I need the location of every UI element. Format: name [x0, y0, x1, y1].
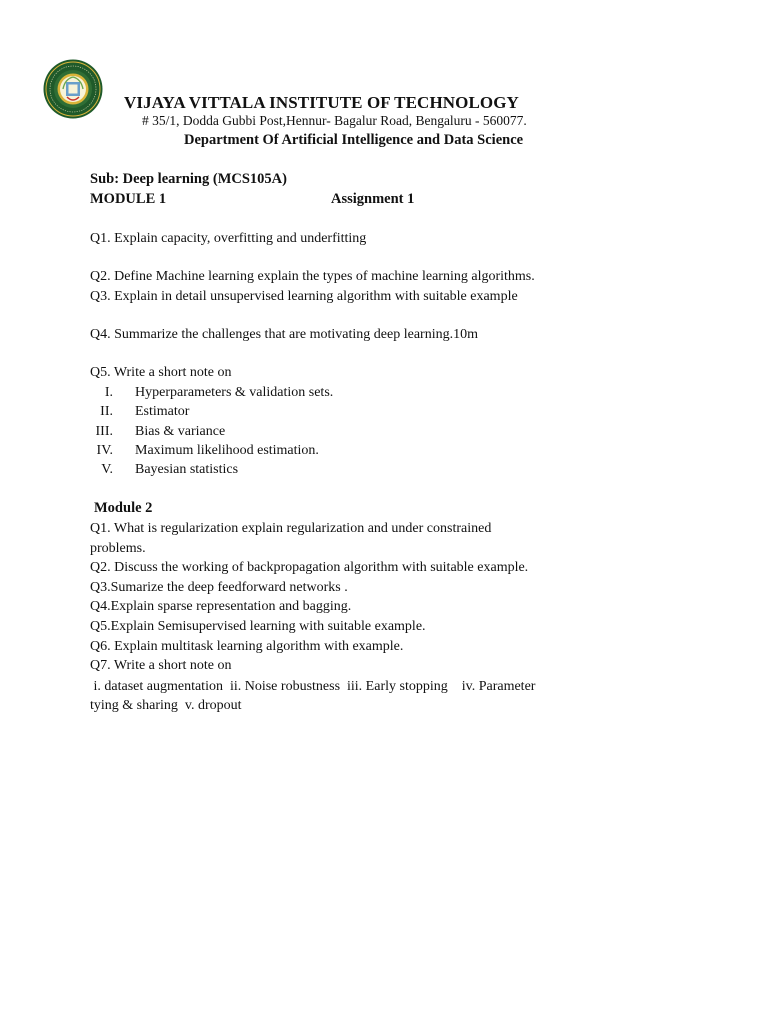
list-text: Bias & variance [135, 424, 226, 439]
m2-line: Q2. Discuss the working of backpropagation algorithm with suitable example. [90, 560, 529, 575]
list-text: Maximum likelihood estimation. [135, 443, 319, 458]
list-text: Estimator [135, 404, 190, 419]
m2-line: Q1. What is regularization explain regularization and under constrained [90, 521, 492, 536]
list-text: Hyperparameters & validation sets. [135, 385, 334, 400]
m2-line: Q6. Explain multitask learning algorithm with example. [90, 639, 404, 654]
list-numeral: I. [104, 385, 113, 400]
m1-question-3: Q3. Explain in detail unsupervised learning algorithm with suitable example [90, 289, 518, 304]
module1-heading: MODULE 1 [90, 191, 167, 207]
department-name: Department Of Artificial Intelligence and Data Science [184, 132, 524, 148]
m1-question-1: Q1. Explain capacity, overfitting and underfitting [90, 231, 367, 246]
list-numeral: V. [101, 462, 113, 477]
m2-line: problems. [90, 541, 146, 556]
m2-line: Q4.Explain sparse representation and bagging. [90, 599, 352, 614]
list-numeral: II. [100, 404, 113, 419]
m1-question-5: Q5. Write a short note on [90, 365, 232, 380]
subject-title: Sub: Deep learning (MCS105A) [90, 171, 287, 187]
m2-line: Q7. Write a short note on [90, 658, 232, 673]
institute-address: # 35/1, Dodda Gubbi Post,Hennur- Bagalur Road, Bengaluru - 560077. [142, 113, 527, 128]
m2-line: Q3.Sumarize the deep feedforward networks . [90, 580, 348, 595]
module2-heading: Module 2 [94, 500, 153, 516]
list-numeral: III. [95, 424, 113, 439]
list-text: Bayesian statistics [135, 462, 239, 477]
m2-line: Q5.Explain Semisupervised learning with suitable example. [90, 619, 426, 634]
institute-name: VIJAYA VITTALA INSTITUTE OF TECHNOLOGY [124, 93, 519, 112]
college-logo [43, 59, 103, 119]
m2-line: i. dataset augmentation ii. Noise robustness iii. Early stopping iv. Parameter [90, 679, 536, 694]
m2-line: tying & sharing v. dropout [90, 698, 242, 713]
m1-question-4: Q4. Summarize the challenges that are motivating deep learning.10m [90, 327, 478, 342]
m1-question-2: Q2. Define Machine learning explain the types of machine learning algorithms. [90, 269, 535, 284]
list-numeral: IV. [96, 443, 113, 458]
assignment-heading: Assignment 1 [331, 191, 415, 207]
